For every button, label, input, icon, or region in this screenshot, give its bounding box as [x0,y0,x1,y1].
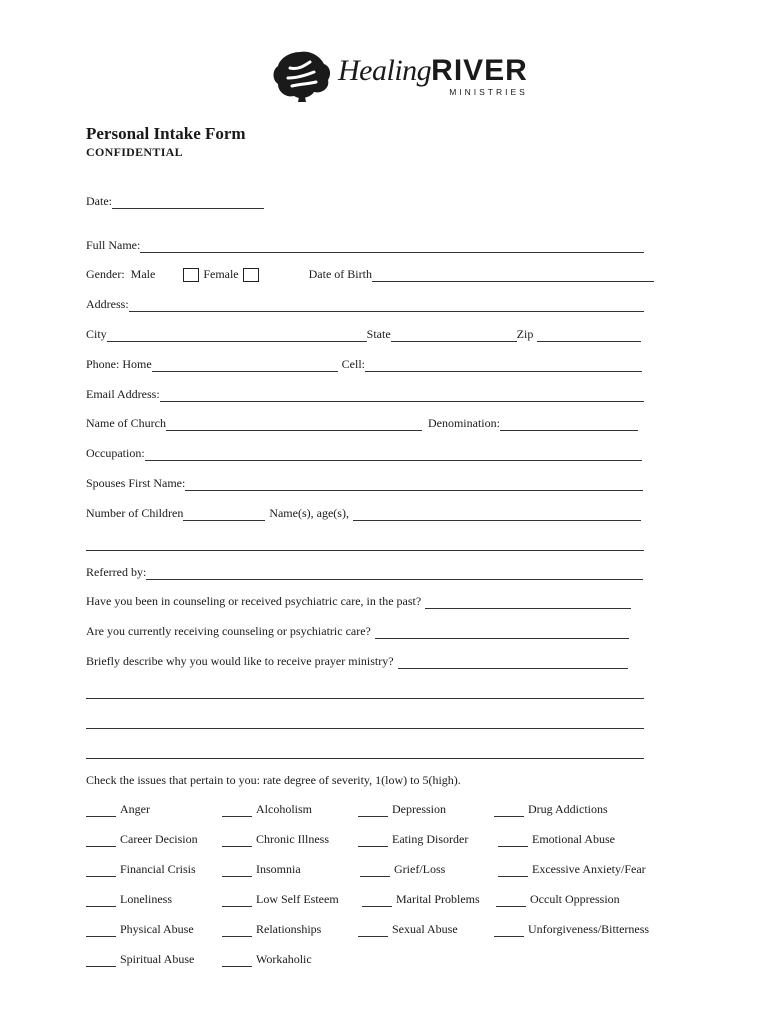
full-name-label: Full Name: [86,238,141,252]
describe-continuation-field-3[interactable] [86,746,644,759]
issue-label: Alcoholism [256,802,312,816]
issue-label: Sexual Abuse [392,922,458,936]
full-name-row [86,237,644,253]
cell-label: Cell: [341,357,366,371]
email-field[interactable] [160,389,644,402]
issue-rating-field[interactable] [86,864,116,877]
issue-rating-field[interactable] [222,804,252,817]
city-label: City [86,327,107,341]
describe-row [86,653,628,669]
counseling-past-field[interactable] [425,596,631,609]
issue-label: Marital Problems [396,892,480,906]
issue-item [86,921,194,937]
issue-item [358,921,458,937]
issue-label: Drug Addictions [528,802,608,816]
issue-label: Spiritual Abuse [120,952,195,966]
issue-item [358,831,468,847]
issue-label: Insomnia [256,862,301,876]
issue-item [222,831,329,847]
issue-label: Physical Abuse [120,922,194,936]
church-field[interactable] [166,418,422,431]
names-ages-label: Name(s), age(s), [269,506,349,520]
referred-field[interactable] [146,567,643,580]
phone-home-field[interactable] [152,359,338,372]
spouse-field[interactable] [185,478,643,491]
church-row [86,415,638,431]
zip-label: Zip [516,327,534,341]
form-title: Personal Intake Form [86,124,246,143]
counseling-current-question: Are you currently receiving counseling or psychiatric care? [86,624,371,638]
referred-label: Referred by: [86,565,147,579]
issue-label: Career Decision [120,832,198,846]
issue-rating-field[interactable] [222,924,252,937]
issue-item [494,801,608,817]
issue-label: Loneliness [120,892,172,906]
issue-item [498,861,646,877]
gender-male-checkbox[interactable] [183,268,199,282]
issues-intro-row [86,772,461,788]
referred-row [86,564,643,580]
issue-label: Low Self Esteem [256,892,339,906]
date-row [86,193,264,209]
phone-home-label: Phone: Home [86,357,152,371]
tree-logo-icon [270,48,334,104]
occupation-row [86,445,642,461]
describe-line-2 [86,713,644,729]
issue-item [496,891,620,907]
names-ages-continuation-row [86,535,644,551]
email-row [86,386,644,402]
issue-label: Occult Oppression [530,892,620,906]
logo-wordmark: HealingRIVER [338,53,528,87]
issue-item [498,831,615,847]
gender-male-label: Male [130,267,156,281]
issue-rating-field[interactable] [86,894,116,907]
issue-rating-field[interactable] [358,924,388,937]
issue-label: Emotional Abuse [532,832,615,846]
describe-continuation-field-1[interactable] [86,686,644,699]
spouse-row [86,475,643,491]
spouse-label: Spouses First Name: [86,476,186,490]
issue-item [222,801,312,817]
issue-rating-field[interactable] [494,804,524,817]
dob-label: Date of Birth [308,267,372,281]
issue-item [222,891,339,907]
children-row [86,505,641,521]
issue-rating-field[interactable] [86,924,116,937]
logo-subtext: MINISTRIES [449,86,528,97]
issue-rating-field[interactable] [360,864,390,877]
form-subtitle: CONFIDENTIAL [86,145,183,159]
issue-label: Anger [120,802,150,816]
denomination-field[interactable] [500,418,638,431]
full-name-field[interactable] [140,240,644,253]
describe-line-3 [86,743,644,759]
issue-rating-field[interactable] [86,804,116,817]
describe-line-1 [86,683,644,699]
issue-item [86,891,172,907]
issue-rating-field[interactable] [494,924,524,937]
issue-rating-field[interactable] [222,894,252,907]
gender-row [86,266,654,282]
issue-label: Unforgiveness/Bitterness [528,922,650,936]
occupation-label: Occupation: [86,446,145,460]
issue-item [494,921,649,937]
issues-intro: Check the issues that pertain to you: rate degree of severity, 1(low) to 5(high). [86,773,461,787]
denomination-label: Denomination: [427,416,500,430]
issue-rating-field[interactable] [222,954,252,967]
date-field[interactable] [112,196,264,209]
issue-rating-field[interactable] [362,894,392,907]
issue-label: Grief/Loss [394,862,446,876]
issue-rating-field[interactable] [498,864,528,877]
children-count-field[interactable] [183,508,265,521]
issue-item [222,861,301,877]
dob-field[interactable] [372,269,654,282]
issue-rating-field[interactable] [86,954,116,967]
issue-item [86,951,194,967]
issue-item [86,801,150,817]
issue-rating-field[interactable] [496,894,526,907]
issue-item [86,861,196,877]
cell-field[interactable] [365,359,642,372]
state-field[interactable] [391,329,517,342]
issue-label: Eating Disorder [392,832,469,846]
counseling-current-row [86,623,629,639]
logo [270,48,528,104]
email-label: Email Address: [86,387,160,401]
issue-label: Chronic Illness [256,832,329,846]
gender-label: Gender: [86,267,125,281]
issue-label: Relationships [256,922,322,936]
gender-female-label: Female [203,267,239,281]
issue-item [86,831,198,847]
describe-continuation-field-2[interactable] [86,716,644,729]
issue-label: Financial Crisis [120,862,196,876]
issue-rating-field[interactable] [222,834,252,847]
names-ages-field[interactable] [353,508,641,521]
city-field[interactable] [107,329,367,342]
issue-item [360,861,445,877]
phone-row [86,356,642,372]
counseling-past-question: Have you been in counseling or received psychiatric care, in the past? [86,594,422,608]
address-row [86,296,644,312]
issue-rating-field[interactable] [222,864,252,877]
church-label: Name of Church [86,416,166,430]
describe-question: Briefly describe why you would like to receive prayer ministry? [86,654,394,668]
address-field[interactable] [129,299,644,312]
address-label: Address: [86,297,129,311]
issue-rating-field[interactable] [86,834,116,847]
issue-item [222,951,312,967]
issue-item [222,921,321,937]
issue-item [362,891,480,907]
issue-rating-field[interactable] [498,834,528,847]
children-label: Number of Children [86,506,184,520]
state-label: State [366,327,391,341]
issue-label: Depression [392,802,446,816]
date-label: Date: [86,194,112,208]
issue-label: Excessive Anxiety/Fear [532,862,646,876]
counseling-current-field[interactable] [375,626,629,639]
issue-label: Workaholic [256,952,312,966]
occupation-field[interactable] [145,448,642,461]
gender-female-checkbox[interactable] [243,268,259,282]
city-row [86,326,641,342]
issue-rating-field[interactable] [358,834,388,847]
names-ages-continuation-field[interactable] [86,538,644,551]
zip-field[interactable] [537,329,641,342]
describe-field[interactable] [398,656,628,669]
counseling-past-row [86,593,631,609]
issue-item [358,801,446,817]
issue-rating-field[interactable] [358,804,388,817]
